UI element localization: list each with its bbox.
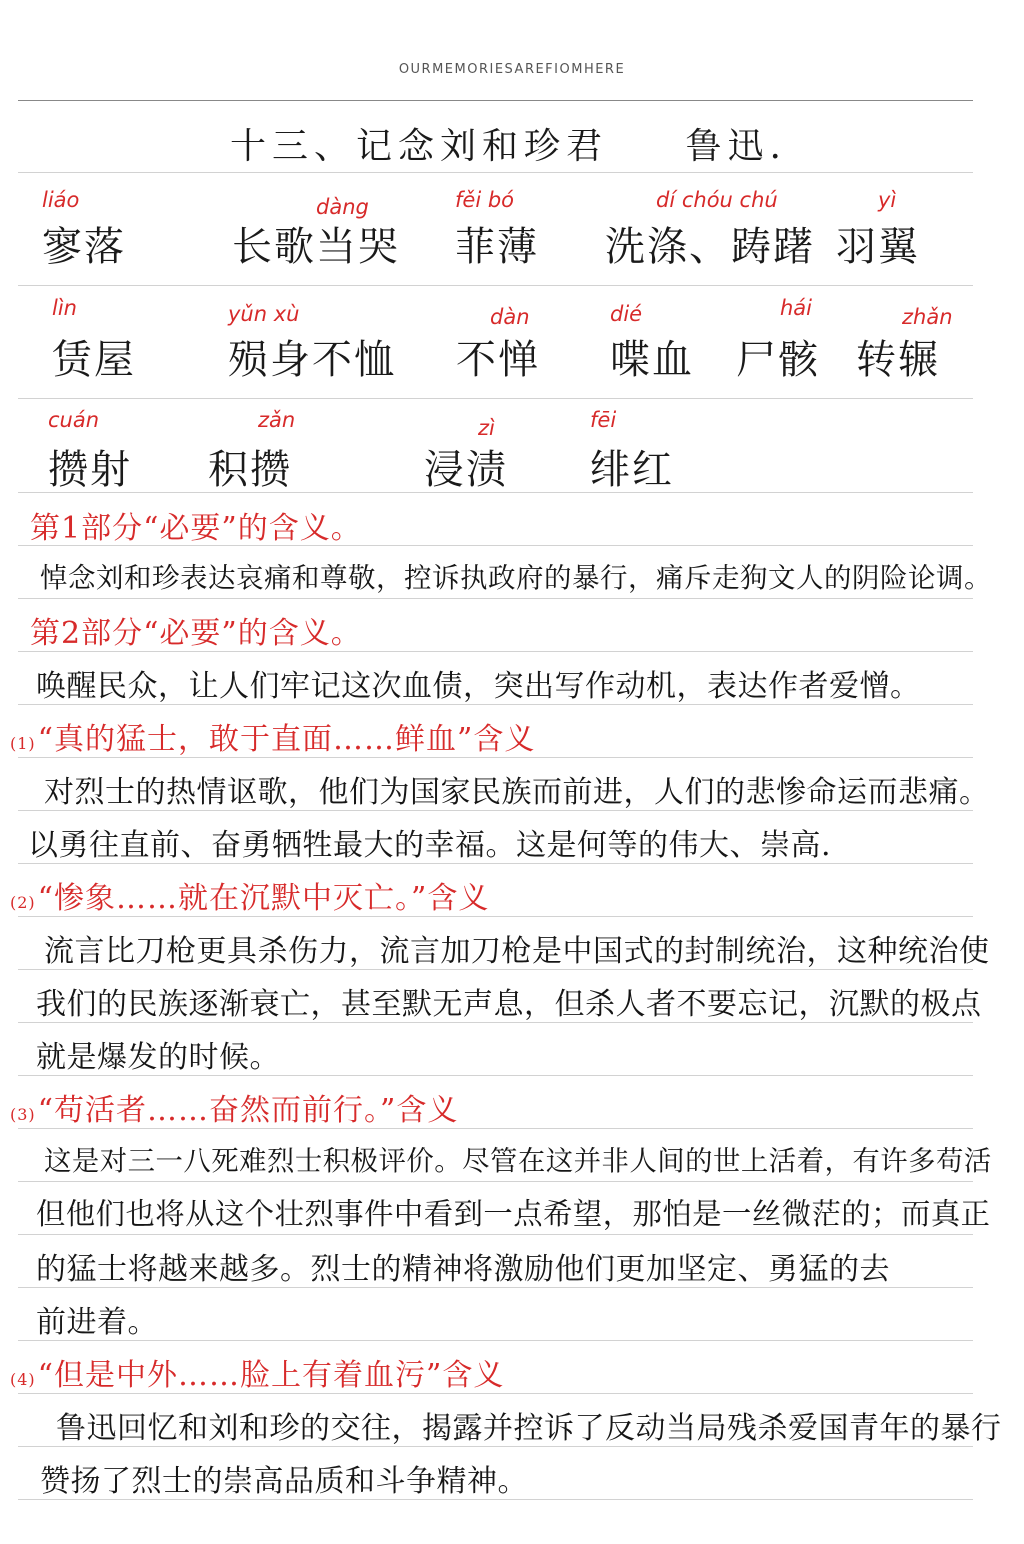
note-line: 以勇往直前、奋勇牺牲最大的幸福。这是何等的伟大、崇高. (28, 828, 832, 863)
pinyin-annotation: dàn (490, 305, 530, 329)
pinyin-annotation: lìn (52, 296, 77, 320)
pinyin-annotation: zhǎn (902, 305, 953, 329)
note-line: 的猛士将越来越多。烈士的精神将激励他们更加坚定、勇猛的去 (36, 1252, 890, 1287)
heading-number: (2) (10, 893, 36, 912)
note-line: 这是对三一八死难烈士积极评价。尽管在这并非人间的世上活着，有许多苟活 (44, 1146, 992, 1177)
pinyin-annotation: yì (878, 188, 897, 212)
ruled-line (18, 285, 973, 286)
ruled-line (18, 398, 973, 399)
pinyin-annotation: liáo (42, 188, 80, 212)
vocab-word: 长歌当哭 (232, 224, 400, 270)
vocab-word: 绯红 (590, 447, 674, 493)
pinyin-annotation: hái (780, 296, 813, 320)
title-text: 十三、记念刘和珍君 (230, 126, 609, 167)
ruled-line (18, 598, 973, 599)
vocab-word: 寥落 (42, 224, 126, 270)
heading-number: (4) (10, 1370, 36, 1389)
vocab-word: 羽翼 (836, 224, 920, 270)
note-line: 但他们也将从这个壮烈事件中看到一点希望，那怕是一丝微茫的；而真正 (36, 1197, 991, 1231)
heading-text: “苟活者……奋然而前行。”含义 (37, 1093, 459, 1128)
pinyin-annotation: dí chóu chú (656, 188, 778, 212)
vocab-word: 积攒 (208, 447, 292, 493)
section-heading (10, 1085, 458, 1129)
vocab-word: 菲薄 (455, 224, 539, 270)
note-line: 对烈士的热情讴歌，他们为国家民族而前进，人们的悲惨命运而悲痛。 (44, 775, 990, 810)
brand-header: OURMEMORIESAREFIOMHERE (398, 62, 626, 77)
note-line: 唤醒民众，让人们牢记这次血债，突出写作动机，表达作者爱憎。 (36, 669, 921, 704)
top-rule (18, 100, 973, 101)
heading-number: (1) (10, 734, 36, 753)
note-line: 悼念刘和珍表达哀痛和尊敬，控诉执政府的暴行，痛斥走狗文人的阴险论调。 (40, 562, 992, 594)
ruled-line (18, 172, 973, 173)
heading-text: “但是中外……脸上有着血污”含义 (37, 1358, 505, 1393)
note-line: 就是爆发的时候。 (36, 1040, 280, 1075)
vocab-word: 攒射 (48, 447, 132, 493)
heading-text: “真的猛士，敢于直面……鲜血”含义 (37, 722, 536, 757)
heading-text: 第2部分“必要”的含义。 (30, 616, 362, 651)
pinyin-annotation: dié (610, 302, 643, 326)
page-title (230, 118, 787, 169)
vocab-word: 转辗 (856, 337, 940, 383)
vocab-word: 浸渍 (424, 447, 508, 493)
pinyin-annotation: zì (478, 416, 495, 440)
ruled-line (18, 1234, 973, 1235)
heading-text: 第1部分“必要”的含义。 (30, 511, 362, 546)
section-heading (30, 503, 362, 547)
pinyin-annotation: yǔn xù (228, 302, 300, 326)
note-line: 前进着。 (36, 1305, 158, 1340)
note-line: 赞扬了烈士的崇高品质和斗争精神。 (40, 1464, 528, 1499)
vocab-word: 赁屋 (52, 337, 136, 383)
author-name: 鲁迅. (685, 126, 787, 167)
note-line: 鲁迅回忆和刘和珍的交往，揭露并控诉了反动当局残杀爱国青年的暴行 (56, 1411, 1002, 1446)
section-heading (10, 1350, 504, 1394)
ruled-line (18, 1340, 973, 1341)
heading-number: (3) (10, 1105, 36, 1124)
ruled-line (18, 1181, 973, 1182)
note-line: 流言比刀枪更具杀伤力，流言加刀枪是中国式的封制统治，这种统治使 (44, 934, 990, 969)
pinyin-annotation: fěi bó (455, 188, 515, 212)
heading-text: “惨象……就在沉默中灭亡。”含义 (37, 881, 490, 916)
section-heading (10, 714, 535, 758)
pinyin-annotation: zǎn (258, 408, 296, 432)
vocab-word: 殒身不恤 (228, 337, 396, 383)
vocab-word: 尸骸 (736, 337, 820, 383)
note-line: 我们的民族逐渐衰亡，甚至默无声息，但杀人者不要忘记，沉默的极点 (36, 987, 982, 1022)
section-heading (10, 873, 489, 917)
section-heading (30, 608, 362, 652)
vocab-word: 喋血 (610, 337, 694, 383)
vocab-word: 洗涤、踌躇 (605, 224, 815, 270)
vocab-word: 不惮 (456, 337, 540, 383)
pinyin-annotation: fēi (590, 408, 617, 432)
pinyin-annotation: cuán (48, 408, 100, 432)
pinyin-annotation: dàng (316, 195, 369, 219)
